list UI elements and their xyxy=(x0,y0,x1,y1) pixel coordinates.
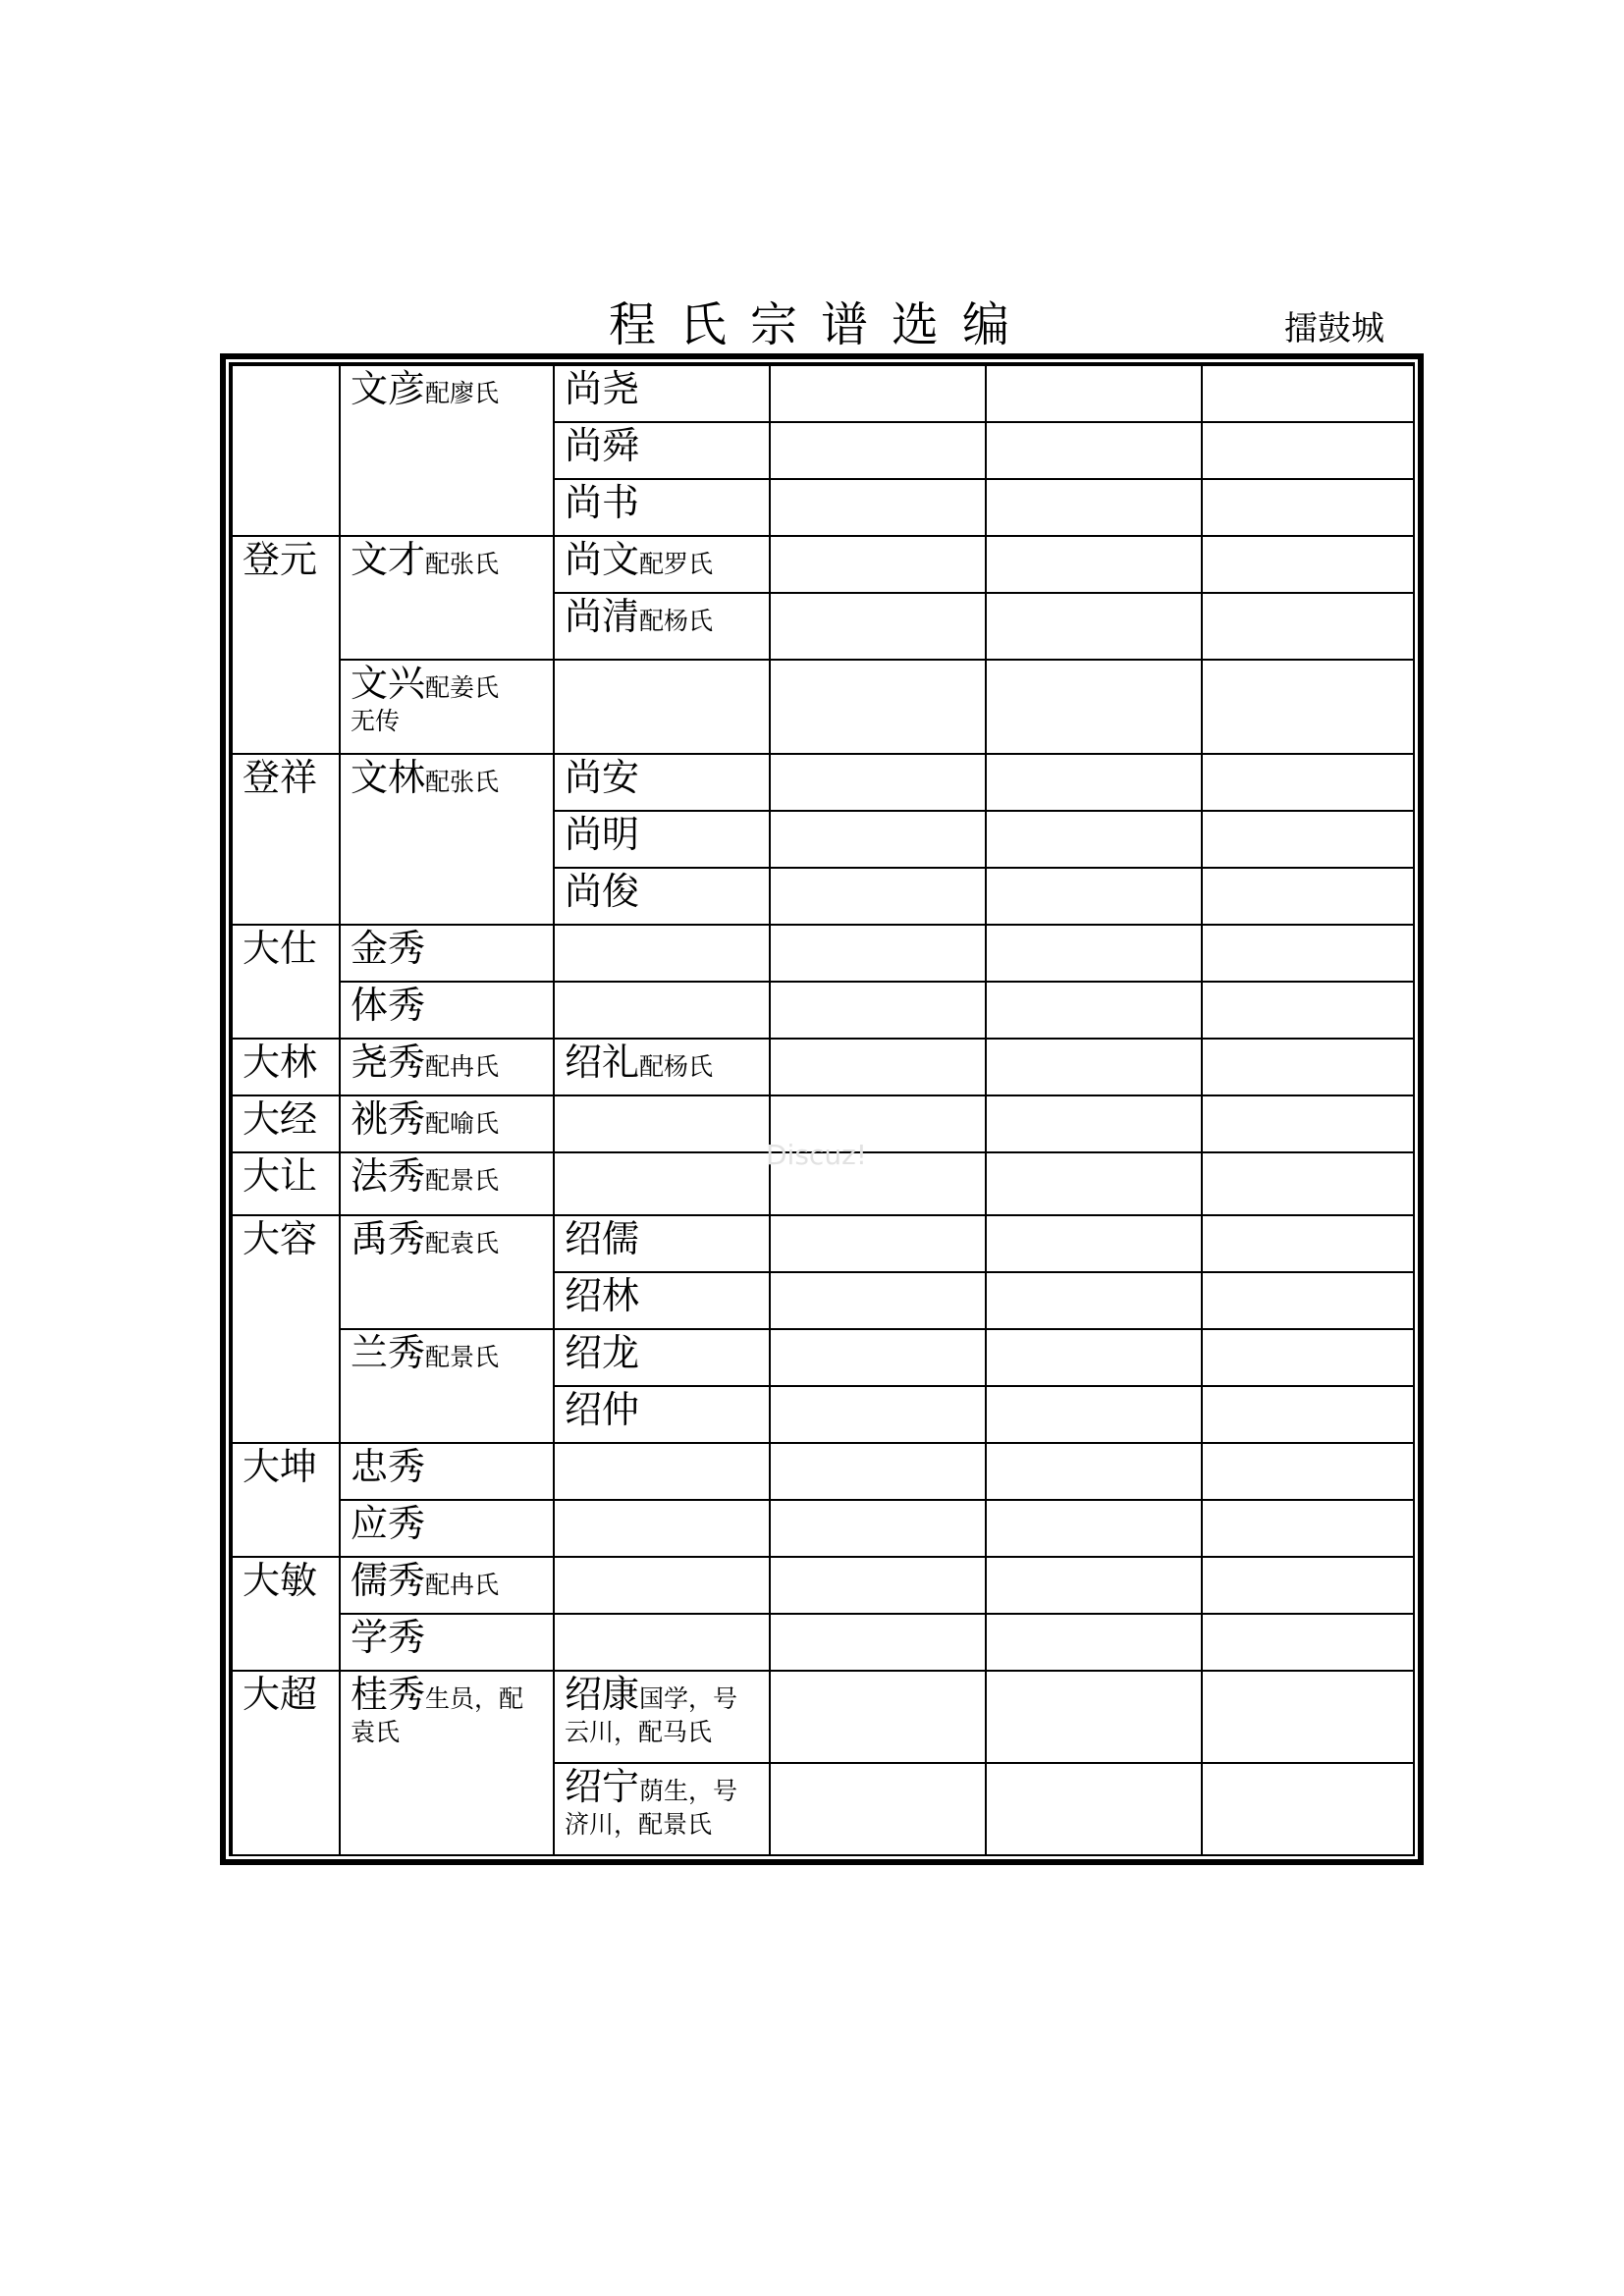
gen1-cell xyxy=(232,754,340,925)
empty-cell xyxy=(1202,1671,1414,1763)
gen3-cell xyxy=(554,754,770,811)
gen2-cell xyxy=(340,754,554,925)
gen3-note-line2: 云川，配马氏 xyxy=(565,1717,713,1746)
empty-cell xyxy=(986,593,1202,660)
empty-cell xyxy=(986,422,1202,479)
empty-cell xyxy=(770,1671,986,1763)
empty-cell xyxy=(986,1763,1202,1855)
empty-cell xyxy=(986,660,1202,754)
empty-cell xyxy=(770,1614,986,1671)
table-row xyxy=(232,1614,1414,1671)
empty-cell xyxy=(770,660,986,754)
table-row xyxy=(232,982,1414,1039)
empty-cell xyxy=(554,982,770,1039)
page-title: 程氏宗谱选编 xyxy=(609,297,1034,352)
gen2-cell xyxy=(340,1152,554,1215)
empty-cell xyxy=(770,1557,986,1614)
gen3-name: 绍林 xyxy=(565,1274,640,1317)
empty-cell xyxy=(770,479,986,536)
gen2-cell xyxy=(340,365,554,536)
gen3-note: 荫生，号 xyxy=(639,1777,738,1805)
gen3-cell xyxy=(554,593,770,660)
empty-cell xyxy=(770,1272,986,1329)
gen2-name: 应秀 xyxy=(351,1502,426,1545)
empty-cell xyxy=(1202,536,1414,593)
table-row xyxy=(232,365,1414,422)
empty-cell xyxy=(554,1614,770,1671)
watermark: Discuz! xyxy=(766,1139,867,1171)
gen2-note: 配景氏 xyxy=(425,1166,500,1195)
table-row xyxy=(232,1443,1414,1500)
empty-cell xyxy=(770,1443,986,1500)
empty-cell xyxy=(986,754,1202,811)
gen3-cell xyxy=(554,1039,770,1095)
gen3-cell xyxy=(554,1215,770,1272)
empty-cell xyxy=(1202,1386,1414,1443)
gen3-name: 绍康 xyxy=(565,1673,640,1716)
empty-cell xyxy=(1202,1039,1414,1095)
gen3-cell xyxy=(554,1763,770,1855)
gen2-cell xyxy=(340,1557,554,1614)
gen3-cell xyxy=(554,1329,770,1386)
gen3-cell xyxy=(554,1386,770,1443)
gen3-name: 尚书 xyxy=(565,481,640,524)
gen2-name: 体秀 xyxy=(351,984,426,1027)
gen2-name: 尧秀 xyxy=(351,1041,426,1084)
gen3-name: 尚舜 xyxy=(565,424,640,467)
empty-cell xyxy=(770,365,986,422)
gen3-name: 尚文 xyxy=(565,538,640,581)
gen2-note: 配冉氏 xyxy=(425,1571,500,1599)
gen3-cell xyxy=(554,365,770,422)
empty-cell xyxy=(1202,1500,1414,1557)
empty-cell xyxy=(1202,925,1414,982)
gen2-cell xyxy=(340,536,554,660)
gen1-name: 大让 xyxy=(243,1154,318,1198)
gen1-name: 登元 xyxy=(243,538,318,581)
gen3-name: 尚安 xyxy=(565,756,640,799)
gen3-name: 绍宁 xyxy=(565,1765,640,1808)
empty-cell xyxy=(1202,422,1414,479)
gen2-cell xyxy=(340,1215,554,1329)
empty-cell xyxy=(986,1152,1202,1215)
gen1-cell xyxy=(232,1671,340,1855)
empty-cell xyxy=(1202,365,1414,422)
empty-cell xyxy=(986,1443,1202,1500)
empty-cell xyxy=(986,1039,1202,1095)
gen3-cell xyxy=(554,1671,770,1763)
gen2-name: 法秀 xyxy=(351,1154,426,1198)
empty-cell xyxy=(554,1152,770,1215)
empty-cell xyxy=(1202,479,1414,536)
empty-cell xyxy=(1202,1215,1414,1272)
empty-cell xyxy=(770,925,986,982)
empty-cell xyxy=(770,422,986,479)
empty-cell xyxy=(1202,868,1414,925)
gen2-cell xyxy=(340,1614,554,1671)
gen2-note: 配喻氏 xyxy=(425,1109,500,1138)
empty-cell xyxy=(986,1671,1202,1763)
gen3-name: 绍礼 xyxy=(565,1041,640,1084)
genealogy-table xyxy=(231,364,1415,1856)
gen1-name: 大容 xyxy=(243,1217,318,1260)
gen1-cell xyxy=(232,1215,340,1443)
gen1-cell xyxy=(232,1152,340,1215)
gen2-name: 学秀 xyxy=(351,1616,426,1659)
gen3-name: 尚明 xyxy=(565,813,640,856)
place-label: 擂鼓城 xyxy=(1284,309,1384,348)
table-row xyxy=(232,1329,1414,1386)
empty-cell xyxy=(1202,1557,1414,1614)
table-row xyxy=(232,1215,1414,1272)
empty-cell xyxy=(1202,660,1414,754)
gen2-name: 桂秀 xyxy=(351,1673,426,1716)
empty-cell xyxy=(1202,1095,1414,1152)
empty-cell xyxy=(770,1763,986,1855)
gen3-note: 配杨氏 xyxy=(639,1052,714,1081)
empty-cell xyxy=(986,868,1202,925)
gen2-name: 金秀 xyxy=(351,927,426,970)
gen2-name: 儒秀 xyxy=(351,1559,426,1602)
gen1-name: 大仕 xyxy=(243,927,318,970)
empty-cell xyxy=(770,982,986,1039)
gen1-cell xyxy=(232,1095,340,1152)
empty-cell xyxy=(986,925,1202,982)
empty-cell xyxy=(986,365,1202,422)
gen2-note: 配袁氏 xyxy=(425,1229,500,1257)
gen1-name: 大经 xyxy=(243,1097,318,1141)
gen2-cell xyxy=(340,1443,554,1500)
empty-cell xyxy=(986,1272,1202,1329)
table-row xyxy=(232,754,1414,811)
gen3-name: 绍仲 xyxy=(565,1388,640,1431)
empty-cell xyxy=(554,925,770,982)
gen1-cell xyxy=(232,536,340,754)
table-row xyxy=(232,1039,1414,1095)
empty-cell xyxy=(986,479,1202,536)
gen3-note: 配杨氏 xyxy=(639,607,714,635)
gen2-note: 配冉氏 xyxy=(425,1052,500,1081)
gen2-name: 祧秀 xyxy=(351,1097,426,1141)
empty-cell xyxy=(1202,1329,1414,1386)
gen2-name: 禹秀 xyxy=(351,1217,426,1260)
table-row xyxy=(232,536,1414,593)
gen3-note: 配罗氏 xyxy=(639,550,714,578)
gen2-note: 配张氏 xyxy=(425,550,500,578)
gen2-note-line2: 袁氏 xyxy=(351,1717,401,1746)
gen2-cell xyxy=(340,1671,554,1855)
empty-cell xyxy=(770,1039,986,1095)
gen3-cell xyxy=(554,479,770,536)
table-row xyxy=(232,660,1414,754)
gen2-note: 配廖氏 xyxy=(425,379,500,407)
gen2-note: 配景氏 xyxy=(425,1343,500,1371)
empty-cell xyxy=(770,811,986,868)
gen2-name: 文林 xyxy=(351,756,426,799)
empty-cell xyxy=(986,1095,1202,1152)
empty-cell xyxy=(770,1500,986,1557)
gen1-name: 登祥 xyxy=(243,756,318,799)
empty-cell xyxy=(770,536,986,593)
gen3-name: 绍儒 xyxy=(565,1217,640,1260)
empty-cell xyxy=(986,1500,1202,1557)
gen2-cell xyxy=(340,1500,554,1557)
gen1-cell xyxy=(232,365,340,536)
gen3-name: 尚俊 xyxy=(565,870,640,913)
empty-cell xyxy=(986,1614,1202,1671)
empty-cell xyxy=(554,1443,770,1500)
gen1-name: 大坤 xyxy=(243,1445,318,1488)
empty-cell xyxy=(1202,754,1414,811)
table-row xyxy=(232,1671,1414,1763)
empty-cell xyxy=(770,593,986,660)
gen2-name: 忠秀 xyxy=(351,1445,426,1488)
gen3-cell xyxy=(554,536,770,593)
gen2-cell xyxy=(340,1095,554,1152)
gen1-cell xyxy=(232,1557,340,1671)
gen2-cell xyxy=(340,1039,554,1095)
empty-cell xyxy=(1202,1443,1414,1500)
empty-cell xyxy=(986,536,1202,593)
gen3-note: 国学，号 xyxy=(639,1684,738,1713)
empty-cell xyxy=(554,1095,770,1152)
empty-cell xyxy=(1202,811,1414,868)
gen2-note: 生员，配 xyxy=(425,1684,524,1713)
gen3-cell xyxy=(554,1272,770,1329)
gen3-name: 尚清 xyxy=(565,595,640,638)
gen2-note-line2: 无传 xyxy=(351,706,401,735)
empty-cell xyxy=(770,1329,986,1386)
empty-cell xyxy=(770,1386,986,1443)
table-row xyxy=(232,925,1414,982)
empty-cell xyxy=(770,868,986,925)
gen2-name: 文彦 xyxy=(351,367,426,410)
gen2-cell xyxy=(340,982,554,1039)
empty-cell xyxy=(1202,593,1414,660)
gen1-name: 大林 xyxy=(243,1041,318,1084)
empty-cell xyxy=(1202,1763,1414,1855)
gen3-cell xyxy=(554,811,770,868)
empty-cell xyxy=(986,1329,1202,1386)
gen2-note: 配姜氏 xyxy=(425,673,500,702)
empty-cell xyxy=(1202,1152,1414,1215)
gen1-cell xyxy=(232,1039,340,1095)
gen1-name: 大超 xyxy=(243,1673,318,1716)
empty-cell xyxy=(986,1215,1202,1272)
empty-cell xyxy=(986,811,1202,868)
empty-cell xyxy=(986,982,1202,1039)
gen2-cell xyxy=(340,1329,554,1443)
empty-cell xyxy=(554,1557,770,1614)
empty-cell xyxy=(1202,982,1414,1039)
empty-cell xyxy=(770,754,986,811)
empty-cell xyxy=(986,1386,1202,1443)
gen1-name: 大敏 xyxy=(243,1559,318,1602)
gen2-cell xyxy=(340,660,554,754)
empty-cell xyxy=(554,1500,770,1557)
gen3-name: 绍龙 xyxy=(565,1331,640,1374)
gen2-cell xyxy=(340,925,554,982)
gen2-name: 文才 xyxy=(351,538,426,581)
gen3-note-line2: 济川，配景氏 xyxy=(565,1809,713,1839)
gen2-name: 文兴 xyxy=(351,662,426,705)
gen2-note: 配张氏 xyxy=(425,768,500,796)
gen3-name: 尚尧 xyxy=(565,367,640,410)
gen3-cell xyxy=(554,868,770,925)
gen1-cell xyxy=(232,1443,340,1557)
gen3-cell xyxy=(554,422,770,479)
empty-cell xyxy=(1202,1614,1414,1671)
empty-cell xyxy=(554,660,770,754)
gen1-cell xyxy=(232,925,340,1039)
empty-cell xyxy=(770,1215,986,1272)
empty-cell xyxy=(1202,1272,1414,1329)
empty-cell xyxy=(986,1557,1202,1614)
table-row xyxy=(232,1500,1414,1557)
table-row xyxy=(232,1557,1414,1614)
gen2-name: 兰秀 xyxy=(351,1331,426,1374)
